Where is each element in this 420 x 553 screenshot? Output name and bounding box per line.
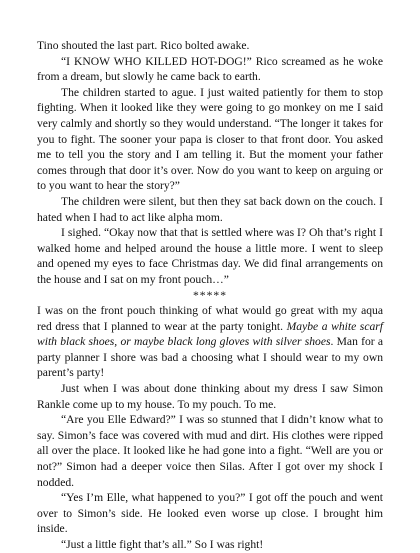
paragraph-10: “Just a little fight that’s all.” So I was right! — [61, 538, 264, 551]
paragraph-6-text-before: I was on the front pouch thinking of what would go great with my aqua red dress that I planned to wear at the party tonight. — [37, 304, 383, 333]
paragraph-6-text-after: . Man for a party planner I shore was bad a choosing what I should wear to my own parent’s party! — [37, 335, 384, 380]
paragraph-6 — [37, 303, 383, 381]
paragraph-7: Just when I was about done thinking about my dress I saw Simon Rankle come up to my house. To my pouch. To me. — [37, 382, 383, 411]
paragraph-8: “Are you Elle Edward?” I was so stunned that I didn’t know what to say. Simon’s face was covered with mud and dirt. His clothes were ripped all over the place. It looked like he had gone into a fight. “Well are you or not?” Simon had a deeper voice then Silas. After I got over my shock I nodded. — [37, 413, 383, 489]
book-page — [37, 38, 383, 553]
paragraph-5: I sighed. “Okay now that that is settled where was I? Oh that’s right I walked home and helped around the house a little more. I went to sleep and opened my eyes to face Christmas day. We did final arrangements on the house and I sat on my front pouch…” — [37, 226, 383, 286]
paragraph-1: Tino shouted the last part. Rico bolted awake. — [37, 39, 250, 52]
paragraph-3: The children started to ague. I just waited patiently for them to stop fighting. When it looked like they were going to go monkey on me I said very calmly and shortly so they would understand. “The longer it takes for you to fight. The sooner your papa is closer to that front door. You asked me to tell you the story and I am telling it. But the moment your father comes through that door it’s over. Now do you want to keep on arguing or to you want to hear the story?” — [37, 85, 383, 193]
paragraph-6-italic-thought: Maybe a white scarf with black shoes, or maybe black long gloves with silver shoes — [37, 319, 383, 349]
paragraph-2: “I KNOW WHO KILLED HOT-DOG!” Rico screamed as he woke from a dream, but slowly he came back to earth. — [37, 54, 383, 84]
scene-break: ***** — [193, 288, 227, 302]
paragraph-9: “Yes I’m Elle, what happened to you?” I got off the pouch and went over to Simon’s side. He looked even worse up close. I brought him inside. — [37, 491, 383, 536]
paragraph-4: The children were silent, but then they sat back down on the couch. I hated when I had to act like alpha mom. — [37, 194, 383, 224]
